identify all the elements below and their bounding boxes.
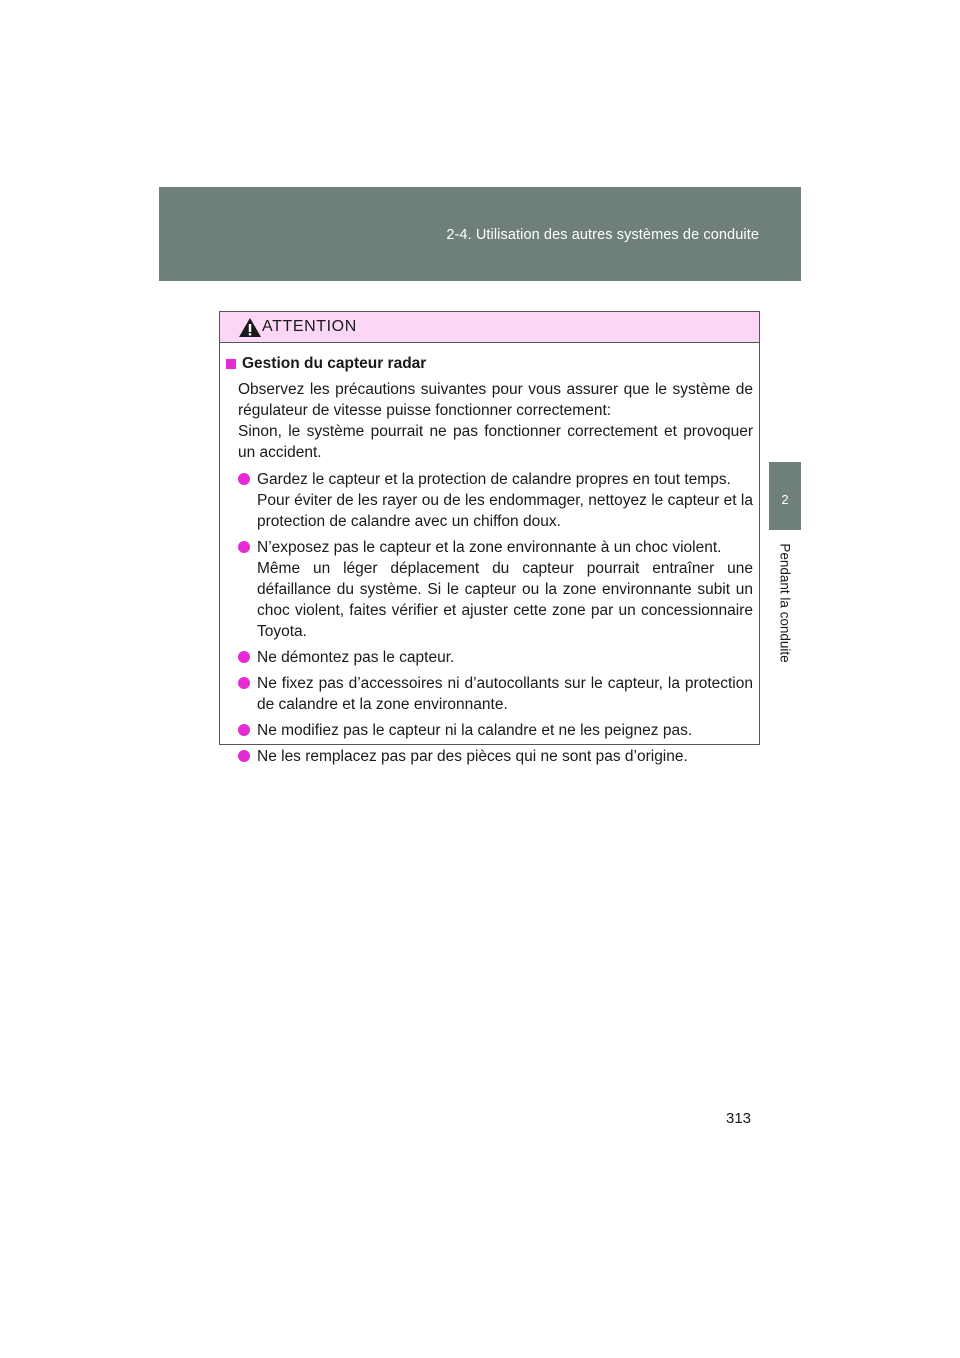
intro-line: Sinon, le système pourrait ne pas fonctionner correctement et provoquer un accident. xyxy=(238,423,753,461)
intro-paragraph xyxy=(226,379,753,463)
warning-header xyxy=(220,312,759,343)
round-bullet-icon xyxy=(238,677,250,689)
list-item xyxy=(238,746,753,767)
round-bullet-icon xyxy=(238,750,250,762)
intro-line: Observez les précautions suivantes pour vous assurer que le système de régulateur de vitesse puisse fonctionner correctement: xyxy=(238,381,753,419)
round-bullet-icon xyxy=(238,651,250,663)
list-item-text: Même un léger déplacement du capteur pourrait entraîner une défaillance du système. Si le capteur ou la zone environnante subit un choc violent, faites vérifier et ajuster cette zone par un concessionnaire Toyota. xyxy=(257,560,753,640)
list-item xyxy=(238,673,753,715)
chapter-header-band xyxy=(159,187,801,281)
list-item-text: Ne fixez pas d’accessoires ni d’autocollants sur le capteur, la protection de calandre et la zone environnante. xyxy=(257,675,753,713)
list-item-text: Ne démontez pas le capteur. xyxy=(257,649,455,666)
section-title: 2-4. Utilisation des autres systèmes de conduite xyxy=(446,227,759,243)
list-item xyxy=(238,469,753,532)
section-heading-text: Gestion du capteur radar xyxy=(242,355,427,372)
round-bullet-icon xyxy=(238,541,250,553)
list-item-text: Ne modifiez pas le capteur ni la calandre et ne les peignez pas. xyxy=(257,722,693,739)
list-item xyxy=(238,647,753,668)
list-item-text: N’exposez pas le capteur et la zone environnante à un choc violent. xyxy=(257,539,722,556)
warning-triangle-icon xyxy=(238,317,262,338)
round-bullet-icon xyxy=(238,473,250,485)
section-heading xyxy=(226,353,753,374)
chapter-number: 2 xyxy=(781,492,789,507)
page-number: 313 xyxy=(726,1110,752,1127)
square-bullet-icon xyxy=(226,359,236,369)
chapter-label: Pendant la conduite xyxy=(777,543,793,663)
precaution-list xyxy=(226,469,753,767)
list-item-text: Ne les remplacez pas par des pièces qui ne sont pas d’origine. xyxy=(257,748,688,765)
list-item-text: Pour éviter de les rayer ou de les endommager, nettoyez le capteur et la protection de calandre avec un chiffon doux. xyxy=(257,492,753,530)
round-bullet-icon xyxy=(238,724,250,736)
list-item xyxy=(238,720,753,741)
warning-label: ATTENTION xyxy=(262,318,357,335)
warning-box xyxy=(219,311,760,765)
list-item xyxy=(238,537,753,642)
chapter-tab xyxy=(769,462,801,530)
warning-body xyxy=(220,343,759,767)
list-item-text: Gardez le capteur et la protection de calandre propres en tout temps. xyxy=(257,471,731,488)
